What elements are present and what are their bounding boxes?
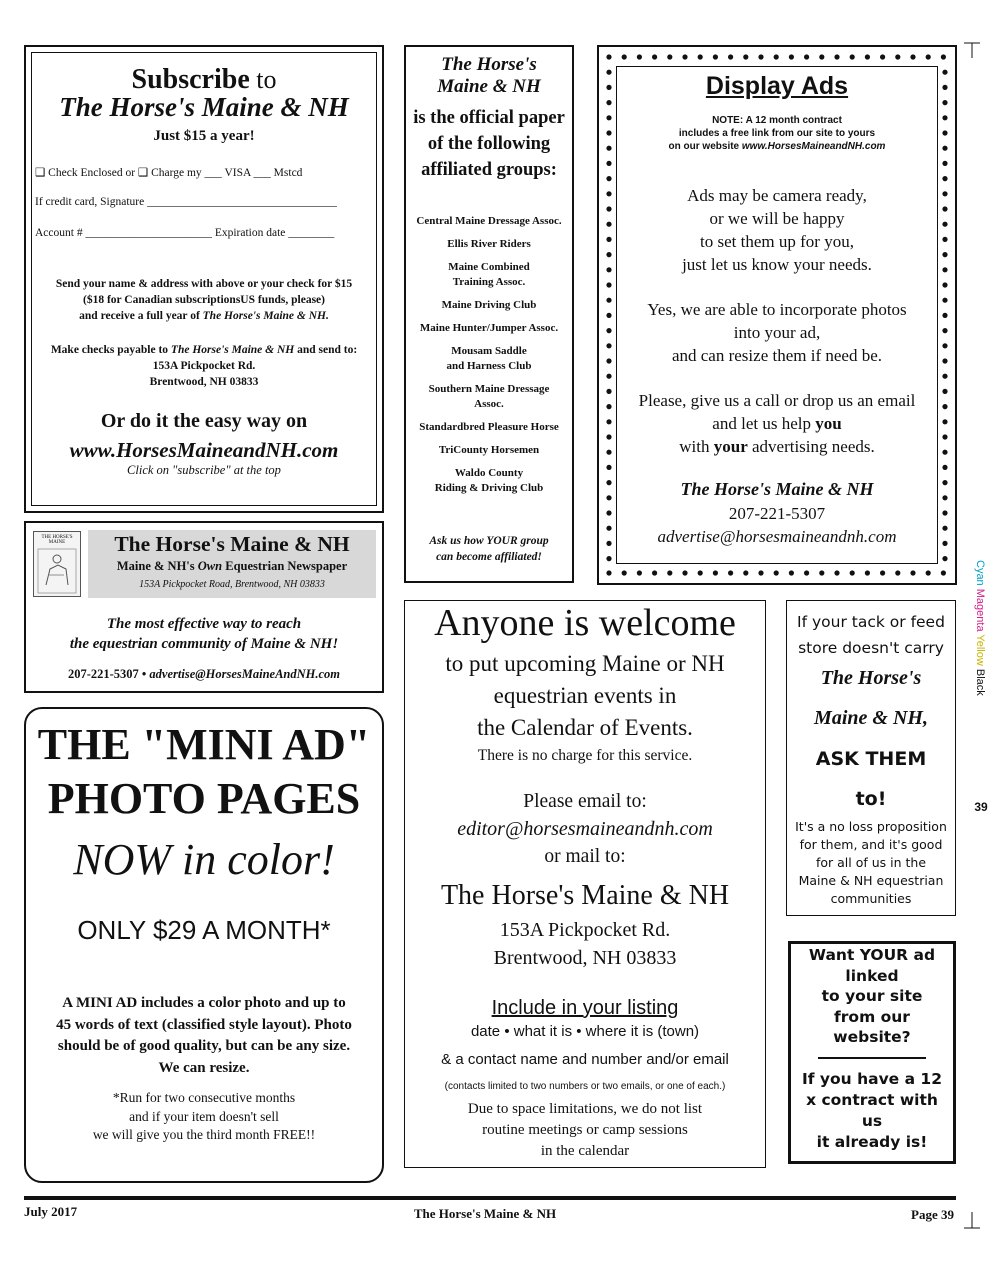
border-dot	[942, 404, 947, 409]
border-dot	[606, 54, 611, 59]
border-dot	[758, 54, 763, 59]
affiliated-title-1: The Horse's	[441, 54, 537, 75]
affiliated-group-text: Maine Driving Club	[441, 299, 537, 311]
calendar-no-charge: There is no charge for this service.	[477, 747, 693, 764]
subscribe-address-1: 153A Pickpocket Rd.	[152, 360, 256, 372]
border-dot	[606, 328, 611, 333]
p1-line-1: Ads may be camera ready,	[687, 186, 867, 205]
want-a-line-3: us	[861, 1112, 883, 1130]
border-dot	[606, 480, 611, 485]
border-dot	[942, 267, 947, 272]
affiliated-ask-2: can become affiliated!	[436, 551, 542, 563]
border-dot	[942, 282, 947, 287]
send-line-3b: The Horse's Maine & NH.	[202, 310, 329, 322]
mini-ad-description	[26, 993, 382, 1079]
border-dot	[713, 54, 718, 59]
border-dot	[728, 570, 733, 575]
border-dot	[606, 298, 611, 303]
display-ads-paper-name: The Horse's Maine & NH	[680, 479, 874, 499]
newspaper-tagline	[88, 559, 376, 574]
calendar-headline: Anyone is welcome	[434, 602, 736, 644]
tack-ask-2: to!	[855, 788, 887, 810]
border-dot	[942, 222, 947, 227]
border-dot	[743, 570, 748, 575]
affiliated-group-item	[400, 214, 578, 229]
contact-phone: 207-221-5307 •	[67, 667, 150, 681]
border-dot	[652, 54, 657, 59]
border-dot	[942, 176, 947, 181]
affiliated-group-text: Assoc.	[474, 398, 504, 410]
calendar-sub-line-3: the Calendar of Events.	[477, 715, 693, 740]
border-dot	[713, 570, 718, 575]
border-dot	[606, 450, 611, 455]
tagline-a: Maine & NH's	[116, 559, 198, 573]
newspaper-logo-image	[33, 531, 81, 597]
calendar-limits-line-2: routine meetings or camp sessions	[482, 1122, 688, 1138]
affiliated-intro-3: affiliated groups:	[421, 160, 557, 180]
border-dot	[942, 541, 947, 546]
payment-options: ❑ Check Enclosed or ❑ Charge my ___ VISA ___ Mstcd	[35, 167, 303, 179]
calendar-address	[404, 916, 766, 972]
mini-desc-line-3: should be of good quality, but can be any size.	[57, 1038, 351, 1054]
affiliated-intro-2: of the following	[427, 134, 551, 154]
border-dot	[942, 191, 947, 196]
border-dot	[606, 161, 611, 166]
display-ads-note	[616, 114, 938, 153]
border-dot	[667, 570, 672, 575]
affiliated-group-item	[400, 382, 578, 412]
crop-mark-bottom	[960, 1210, 984, 1232]
border-dot	[942, 130, 947, 135]
border-dot	[682, 570, 687, 575]
tagline-c: Equestrian Newspaper	[222, 559, 348, 573]
affiliated-title	[406, 54, 572, 98]
border-dot	[804, 570, 809, 575]
mini-ad-title-2: PHOTO PAGES	[47, 774, 361, 823]
tack-name-2: Maine & NH,	[814, 707, 928, 729]
subscribe-paper-name: The Horse's Maine & NH	[59, 92, 349, 122]
send-instructions	[34, 276, 374, 324]
border-dot	[606, 404, 611, 409]
border-dot	[774, 570, 779, 575]
slogan-line-1: The most effective way to reach	[106, 616, 302, 632]
border-dot	[789, 570, 794, 575]
p1-line-4: just let us know your needs.	[682, 255, 872, 274]
border-dot	[606, 389, 611, 394]
checks-payable	[34, 342, 374, 390]
border-dot	[606, 526, 611, 531]
border-dot	[682, 54, 687, 59]
affiliated-group-item	[400, 443, 578, 458]
border-dot	[698, 54, 703, 59]
border-dot	[728, 54, 733, 59]
mini-run-line-2: and if your item doesn't sell	[129, 1108, 279, 1124]
border-dot	[606, 222, 611, 227]
affiliated-group-text: Maine Combined	[448, 261, 530, 273]
border-dot	[926, 54, 931, 59]
subscribe-to: to	[249, 65, 277, 94]
p3-you: you	[815, 414, 842, 433]
p3-line-3	[616, 435, 938, 458]
border-dot	[819, 54, 824, 59]
note-line-3a: on our website	[668, 141, 742, 152]
affiliated-groups-list	[400, 214, 578, 496]
crop-mark-top	[960, 40, 984, 60]
mini-ad-price: ONLY $29 A MONTH*	[77, 915, 331, 945]
calendar-include-1: date • what it is • where it is (town)	[470, 1023, 700, 1040]
p3-your: your	[713, 437, 748, 456]
affiliated-group-text: Ellis River Riders	[447, 238, 531, 250]
affiliated-ask-1: Ask us how YOUR group	[429, 535, 549, 547]
p1-line-3: to set them up for you,	[700, 232, 854, 251]
border-dot	[942, 526, 947, 531]
mini-desc-line-4: We can resize.	[158, 1059, 250, 1076]
mini-desc-line-2: 45 words of text (classified style layout). Photo	[56, 1016, 352, 1033]
calendar-email-label: Please email to:	[523, 791, 647, 812]
border-dot	[942, 389, 947, 394]
margin-page-number: 39	[974, 800, 988, 814]
border-dot	[606, 358, 611, 363]
display-ads-email[interactable]: advertise@horsesmaineandnh.com	[657, 527, 897, 546]
tack-small-line-2: for them, and it's good	[799, 837, 943, 852]
border-dot	[606, 252, 611, 257]
border-dot	[606, 176, 611, 181]
border-dot	[606, 267, 611, 272]
mini-ad-title-1: THE "MINI AD"	[37, 720, 371, 769]
p2-line-2: into your ad,	[733, 323, 821, 342]
border-dot	[880, 570, 885, 575]
mini-ad-color: NOW in color!	[73, 835, 335, 884]
affiliated-group-text: Standardbred Pleasure Horse	[419, 421, 559, 433]
border-dot	[834, 54, 839, 59]
tack-proposition	[786, 818, 956, 908]
border-dot	[942, 298, 947, 303]
border-dot	[942, 434, 947, 439]
send-line-1: Send your name & address with above or your check for $15	[55, 278, 353, 290]
border-dot	[606, 434, 611, 439]
note-line-3	[616, 140, 938, 153]
slogan-line-2: the equestrian community of Maine & NH!	[69, 636, 339, 652]
tack-name-1: The Horse's	[820, 667, 922, 689]
footer-page: Page 39	[911, 1207, 954, 1222]
calendar-address-2: Brentwood, NH 03833	[493, 947, 677, 969]
subscribe-click-note: Click on "subscribe" at the top	[127, 463, 281, 477]
affiliated-ask	[406, 533, 572, 565]
border-dot	[606, 130, 611, 135]
tack-line-2: store doesn't carry	[798, 639, 944, 657]
horse-rider-icon	[34, 545, 80, 599]
affiliated-intro-1: is the official paper	[413, 108, 565, 128]
border-dot	[880, 54, 885, 59]
calendar-limits	[404, 1099, 766, 1162]
border-dot	[758, 570, 763, 575]
border-dot	[850, 54, 855, 59]
tagline-own: Own	[197, 559, 223, 573]
border-dot	[606, 556, 611, 561]
checks-line	[34, 342, 374, 358]
border-dot	[942, 237, 947, 242]
checks-b: The Horse's Maine & NH	[170, 344, 295, 356]
tack-line-1: If your tack or feed	[797, 613, 945, 631]
border-dot	[942, 343, 947, 348]
affiliated-group-text: Riding & Driving Club	[434, 482, 544, 494]
border-dot	[942, 252, 947, 257]
want-q-line-5: website?	[833, 1028, 911, 1046]
account-field: Account # ______________________ Expiration date ________	[35, 227, 335, 239]
affiliated-title-2: Maine & NH	[437, 76, 541, 97]
p3-line-2a: and let us help	[712, 414, 816, 433]
black-label: Black	[974, 668, 986, 696]
border-dot	[910, 570, 915, 575]
border-dot	[606, 115, 611, 120]
p2-line-3: and can resize them if need be.	[671, 346, 883, 365]
affiliated-group-text: Central Maine Dressage Assoc.	[416, 215, 562, 227]
subscribe-word: Subscribe	[131, 64, 250, 95]
checks-a: Make checks payable to	[50, 344, 171, 356]
magenta-label: Magenta	[974, 588, 986, 632]
border-dot	[942, 161, 947, 166]
newspaper-slogan	[26, 614, 382, 654]
p3-line-3a: with	[679, 437, 714, 456]
p3-line-2	[616, 412, 938, 435]
border-dot	[606, 419, 611, 424]
affiliated-group-item	[400, 344, 578, 374]
tack-small-line-3: for all of us in the	[815, 855, 927, 870]
border-dot	[942, 556, 947, 561]
affiliated-group-text: Maine Hunter/Jumper Assoc.	[419, 322, 559, 334]
affiliated-group-item	[400, 420, 578, 435]
contact-email[interactable]: advertise@HorsesMaineAndNH.com	[149, 667, 341, 681]
affiliated-group-text: Training Assoc.	[452, 276, 526, 288]
border-dot	[850, 570, 855, 575]
want-q-line-3: to your site	[821, 987, 923, 1005]
send-line-3a: and receive a full year of	[79, 310, 203, 322]
border-dot	[606, 191, 611, 196]
border-dot	[606, 343, 611, 348]
border-dot	[942, 450, 947, 455]
border-dot	[942, 100, 947, 105]
border-dot	[637, 570, 642, 575]
send-line-3	[34, 308, 374, 324]
border-dot	[941, 54, 946, 59]
border-dot	[942, 328, 947, 333]
mini-run-line-3: we will give you the third month FREE!!	[92, 1127, 316, 1142]
tack-small-line-4: Maine & NH equestrian	[798, 873, 944, 888]
affiliated-group-text: TriCounty Horsemen	[438, 444, 540, 456]
newspaper-logo-text: THE HORSE'S MAINE	[41, 535, 73, 545]
border-dot	[942, 495, 947, 500]
yellow-label: Yellow	[974, 634, 986, 666]
border-dot	[942, 146, 947, 151]
affiliated-group-text: Southern Maine Dressage	[428, 383, 550, 395]
border-dot	[698, 570, 703, 575]
cyan-label: Cyan	[974, 560, 986, 586]
display-ads-paragraph-1	[616, 184, 938, 276]
calendar-sub-line-2: equestrian events in	[493, 683, 677, 708]
p3-line-1: Please, give us a call or drop us an email	[638, 391, 916, 410]
color-registration-strip	[968, 560, 992, 735]
tack-small-line-1: It's a no loss proposition	[795, 819, 947, 834]
send-line-2: ($18 for Canadian subscriptionsUS funds, please)	[83, 294, 325, 306]
affiliated-group-item	[400, 321, 578, 336]
border-dot	[637, 54, 642, 59]
border-dot	[606, 465, 611, 470]
subscribe-address-2: Brentwood, NH 03833	[149, 376, 259, 388]
calendar-address-1: 153A Pickpocket Rd.	[499, 919, 671, 941]
note-website-link[interactable]: www.HorsesMaineandNH.com	[741, 141, 886, 152]
affiliated-group-item	[400, 466, 578, 496]
border-dot	[606, 146, 611, 151]
note-line-1: NOTE: A 12 month contract	[712, 115, 842, 126]
subscribe-website-link[interactable]: www.HorsesMaineandNH.com	[69, 438, 339, 462]
tack-intro	[786, 609, 956, 661]
border-dot	[865, 54, 870, 59]
border-dot	[942, 313, 947, 318]
border-dot	[942, 85, 947, 90]
border-dot	[606, 85, 611, 90]
border-dot	[804, 54, 809, 59]
border-dot	[910, 54, 915, 59]
want-a-line-1: If you have a 12	[801, 1070, 943, 1088]
border-dot	[606, 510, 611, 515]
calendar-email[interactable]: editor@horsesmaineandnh.com	[457, 818, 713, 840]
border-dot	[652, 570, 657, 575]
mini-run-line-1: *Run for two consecutive months	[112, 1090, 296, 1105]
calendar-include-2: & a contact name and number and/or email	[441, 1051, 729, 1068]
calendar-limits-line-3: in the calendar	[540, 1143, 630, 1159]
newspaper-address: 153A Pickpocket Road, Brentwood, NH 03833	[139, 579, 325, 590]
easy-way: Or do it the easy way on	[100, 410, 308, 432]
calendar-sub-line-1: to put upcoming Maine or NH	[445, 651, 725, 676]
calendar-subheadline	[404, 648, 766, 744]
display-ads-paragraph-3	[616, 389, 938, 458]
border-dot	[789, 54, 794, 59]
calendar-paper-name: The Horse's Maine & NH	[440, 880, 730, 911]
border-dot	[942, 465, 947, 470]
affiliated-group-item	[400, 260, 578, 290]
border-dot	[942, 70, 947, 75]
display-ads-phone: 207-221-5307	[728, 504, 826, 523]
mini-ad-title	[26, 718, 382, 826]
border-dot	[606, 237, 611, 242]
border-dot	[606, 374, 611, 379]
want-q-line-4: from our	[834, 1007, 910, 1026]
border-dot	[942, 374, 947, 379]
linked-ad-divider	[818, 1057, 926, 1059]
footer-date: July 2017	[24, 1204, 78, 1219]
display-ads-title: Display Ads	[705, 72, 849, 100]
border-dot	[819, 570, 824, 575]
tack-ask	[786, 739, 956, 819]
border-dot	[622, 54, 627, 59]
linked-ad-answer	[788, 1069, 956, 1153]
tack-small-line-5: communities	[830, 891, 912, 906]
border-dot	[606, 313, 611, 318]
mini-ad-run-terms	[26, 1089, 382, 1145]
border-dot	[622, 570, 627, 575]
p1-line-2: or we will be happy	[709, 209, 845, 228]
affiliated-intro	[398, 105, 580, 183]
border-dot	[834, 570, 839, 575]
signature-field: If credit card, Signature _________________________________	[35, 196, 337, 208]
border-dot	[774, 54, 779, 59]
border-dot	[942, 206, 947, 211]
border-dot	[667, 54, 672, 59]
calendar-mail-label: or mail to:	[544, 846, 626, 867]
linked-ad-question	[788, 945, 956, 1048]
border-dot	[895, 54, 900, 59]
border-dot	[606, 100, 611, 105]
p2-line-1: Yes, we are able to incorporate photos	[647, 300, 907, 319]
want-a-line-2: x contract with	[806, 1091, 938, 1109]
border-dot	[606, 570, 611, 575]
border-dot	[942, 480, 947, 485]
checks-c: and send to:	[294, 344, 358, 356]
border-dot	[942, 358, 947, 363]
calendar-include-heading: Include in your listing	[491, 997, 679, 1019]
border-dot	[942, 510, 947, 515]
affiliated-group-text: Mousam Saddle	[451, 345, 527, 357]
border-dot	[606, 495, 611, 500]
newspaper-contact	[26, 667, 382, 682]
footer-rule	[24, 1196, 956, 1200]
border-dot	[942, 115, 947, 120]
calendar-limits-line-1: Due to space limitations, we do not list	[467, 1101, 703, 1117]
affiliated-group-item	[400, 237, 578, 252]
border-dot	[941, 570, 946, 575]
note-line-2: includes a free link from our site to yours	[678, 128, 876, 139]
tack-ask-1: ASK THEM	[815, 748, 927, 770]
border-dot	[865, 570, 870, 575]
affiliated-group-text: Waldo County	[454, 467, 524, 479]
subscribe-price: Just $15 a year!	[153, 128, 255, 144]
affiliated-group-item	[400, 298, 578, 313]
affiliated-group-text: and Harness Club	[446, 360, 532, 372]
want-q-line-1: Want YOUR ad	[808, 946, 936, 964]
border-dot	[926, 570, 931, 575]
border-dot	[606, 282, 611, 287]
border-dot	[606, 541, 611, 546]
border-dot	[606, 70, 611, 75]
p3-line-3c: advertising needs.	[747, 437, 875, 456]
border-dot	[606, 206, 611, 211]
footer-title: The Horse's Maine & NH	[413, 1206, 557, 1221]
want-q-line-2: linked	[845, 966, 899, 985]
calendar-include-3: (contacts limited to two numbers or two emails, or one of each.)	[444, 1081, 726, 1092]
want-a-line-4: it already is!	[816, 1133, 928, 1151]
tack-paper-name	[786, 658, 956, 738]
border-dot	[895, 570, 900, 575]
display-ads-paragraph-2	[616, 298, 938, 367]
border-dot	[942, 419, 947, 424]
mini-desc-line-1: A MINI AD includes a color photo and up to	[62, 995, 346, 1011]
newspaper-name: The Horse's Maine & NH	[114, 532, 350, 556]
border-dot	[743, 54, 748, 59]
